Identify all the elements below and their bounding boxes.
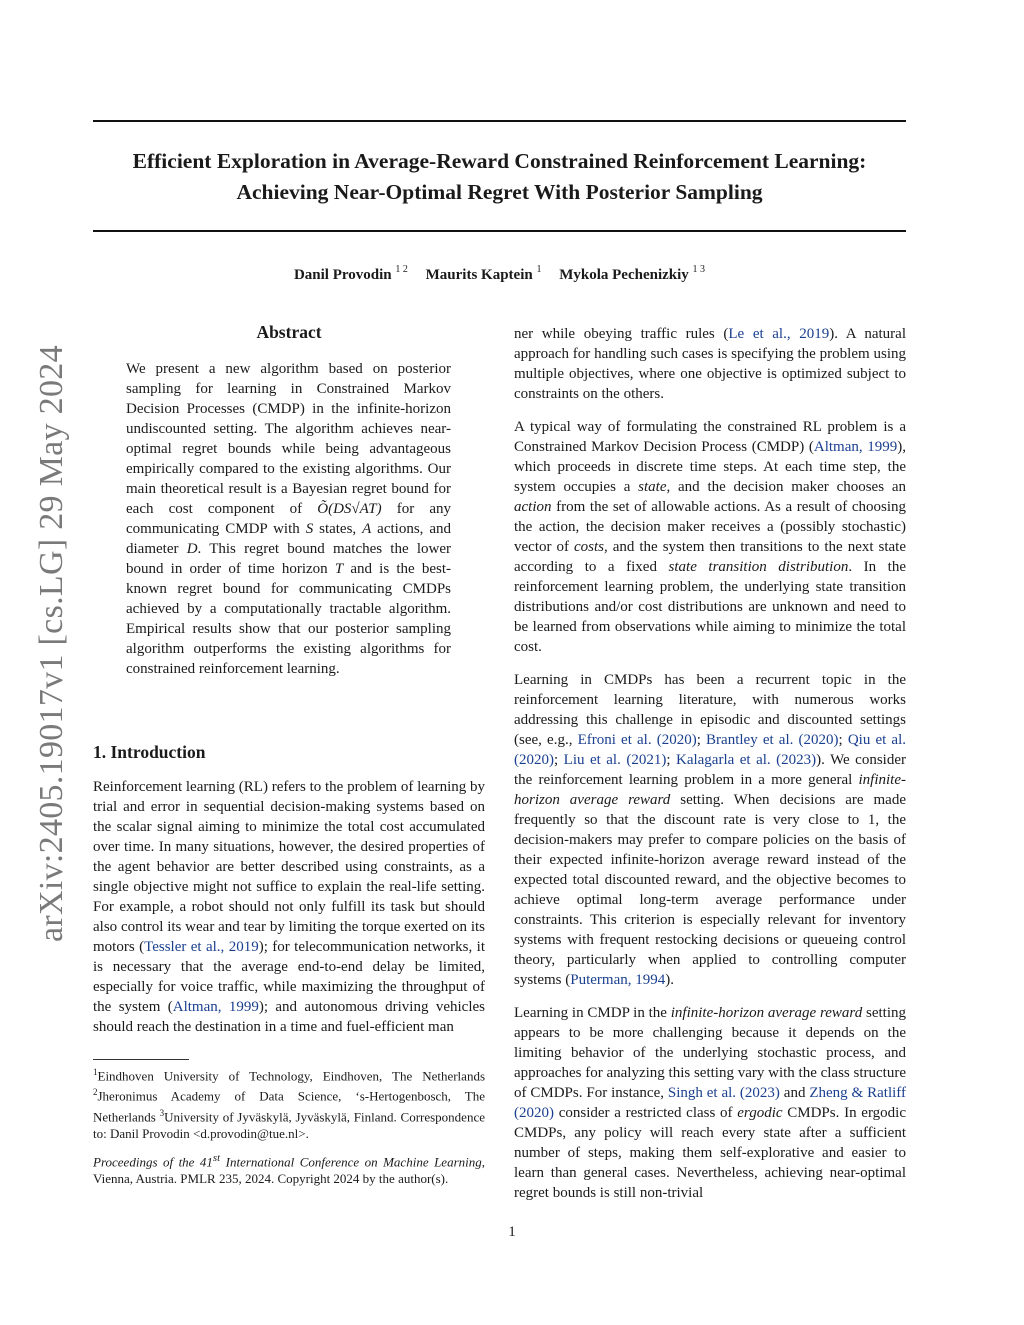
citation-link[interactable]: Brantley et al. (2020) [706, 732, 839, 748]
citation-link[interactable]: Tessler et al., 2019 [144, 939, 259, 955]
paragraph: Learning in CMDP in the infinite-horizon average reward setting appears to be more challenging because it depends on the limiting behavior of the underlying stochastic process, and approaches for analyzing this setting vary with the class structure of CMDPs. For instance, Singh et al. (2023) and Zheng & Ratliff (2020) consider a restricted class of ergodic CMDPs. In ergodic CMDPs, any policy will reach every state after a sufficient number of steps, making them self-explorative and easier to learn than general cases. Nevertheless, achieving near-optimal regret bounds is still non-trivial [514, 1005, 907, 1201]
citation-link[interactable]: Zheng & Ratliff (2020) [514, 1085, 906, 1121]
title-line-2: Achieving Near-Optimal Regret With Posterior Sampling [236, 180, 763, 204]
paragraph: ner while obeying traffic rules (Le et al., 2019). A natural approach for handling such cases is specifying the problem using multiple objectives, where one objective is optimized subject to constraints on the others. [514, 326, 906, 402]
page-number: 1 [508, 1224, 516, 1240]
abstract-body: We present a new algorithm based on posterior sampling for learning in Constrained Markov Decision Processes (CMDP) in the infinite-horizon undiscounted setting. The algorithm achieves near-optimal regret bounds while being advantageous empirically compared to the existing algorithms. Our main theoretical result is a Bayesian regret bound for each cost component of Õ(DS√AT) for any communicating CMDP with S states, A actions, and diameter D. This regret bound matches the lower bound in order of time horizon T and is the best-known regret bound for communicating CMDPs achieved by a computationally tractable algorithm. Empirical results show that our posterior sampling algorithm outperforms the existing algorithms for constrained reinforcement learning. [126, 361, 451, 677]
citation-link[interactable]: Le et al., 2019 [728, 326, 830, 342]
paper-title [93, 146, 906, 208]
paragraph: Learning in CMDPs has been a recurrent topic in the reinforcement learning literature, with numerous works addressing this challenge in episodic and discounted settings (see, e.g., Efroni et al. (2020); Brantley et al. (2020); Qiu et al. (2020); Liu et al. (2021); Kalagarla et al. (2023)). We consider the reinforcement learning problem in a more general infinite-horizon average reward setting. When decisions are made frequently so that the discount rate is very close to 1, the decision-makers may prefer to compare policies on the basis of their expected infinite-horizon average reward instead of the expected total discounted reward, and the objective becomes to achieve optimal long-term average performance under constraints. This criterion is especially relevant for inventory systems with frequent restocking decisions or queueing control theory, particularly when applied to controlling computer systems (Puterman, 1994). [514, 672, 907, 988]
title-line-1: Efficient Exploration in Average-Reward Constrained Reinforcement Learning: [132, 149, 867, 173]
author-name: Danil Provodin [293, 267, 392, 283]
author-affiliation: 1 3 [692, 264, 706, 275]
introduction-heading: 1. Introduction [93, 742, 206, 762]
arxiv-side-stamp: arXiv:2405.19017v1 [cs.LG] 29 May 2024 [33, 345, 70, 942]
title-top-rule [93, 120, 906, 122]
citation-link[interactable]: Liu et al. (2021) [563, 752, 667, 768]
proceedings-note: Proceedings of the 41st International Conference on Machine Learning, Vienna, Austria. PMLR 235, 2024. Copyright 2024 by the author(s). [93, 1152, 485, 1187]
intro-paragraph: Reinforcement learning (RL) refers to the problem of learning by trial and error in sequential decision-making systems based on the scalar signal aiming to minimize the total cost accumulated over time. In many situations, however, the desired properties of the agent behavior are better described using constraints, as a single objective might not suffice to explain the real-life setting. For example, a robot should not only fulfill its task but should also control its wear and tear by limiting the torque exerted on its motors (Tessler et al., 2019); for telecommunication networks, it is necessary that the average end-to-end delay be limited, especially for voice traffic, while maximizing the throughput of the system (Altman, 1999); and autonomous driving vehicles should reach the destination in a time and fuel-efficient man [93, 779, 485, 1035]
citation-link[interactable]: Efroni et al. (2020) [577, 732, 697, 748]
citation-link[interactable]: Singh et al. (2023) [667, 1085, 780, 1101]
author-affiliation: 1 2 [395, 264, 408, 275]
abstract-heading: Abstract [256, 322, 322, 342]
author-name: Mykola Pechenizkiy [559, 267, 689, 283]
affiliation-footnote: $^1$Eindhoven University of Technology, Eindhoven, The Netherlands $^2$Jheronimus Academy of Data Science, ‘s-Hertogenbosch, The Netherlands $^3$University of Jyväskylä, Jyväskylä, Finland. Correspondence to: Danil Provodin <d.provodin@tue.nl>. [93, 1067, 485, 1141]
citation-link[interactable]: Altman, 1999 [813, 439, 898, 455]
author-name: Maurits Kaptein [425, 267, 533, 283]
citation-link[interactable]: Kalagarla et al. (2023) [675, 752, 817, 768]
author-list [93, 265, 906, 284]
title-bottom-rule [93, 230, 906, 232]
citation-link[interactable]: Puterman, 1994 [570, 972, 666, 988]
citation-link[interactable]: Altman, 1999 [172, 999, 259, 1015]
footnote-rule [93, 1059, 189, 1060]
author-affiliation: 1 [536, 264, 542, 275]
right-column [514, 324, 906, 1216]
citation-link[interactable]: Qiu et al. (2020) [514, 732, 907, 768]
regret-bound-formula: Õ(DS√AT) [317, 501, 382, 517]
paragraph: A typical way of formulating the constrained RL problem is a Constrained Markov Decision Process (CMDP) (Altman, 1999), which proceeds in discrete time steps. At each time step, the system occupies a state, and the decision maker chooses an action from the set of allowable actions. As a result of choosing the action, the decision maker receives a (possibly stochastic) vector of costs, and the system then transitions to the next state according to a fixed state transition distribution. In the reinforcement learning problem, the underlying state transition distributions and/or cost distributions are unknown and need to be learned from observations while aiming to minimize the total cost. [514, 419, 907, 655]
